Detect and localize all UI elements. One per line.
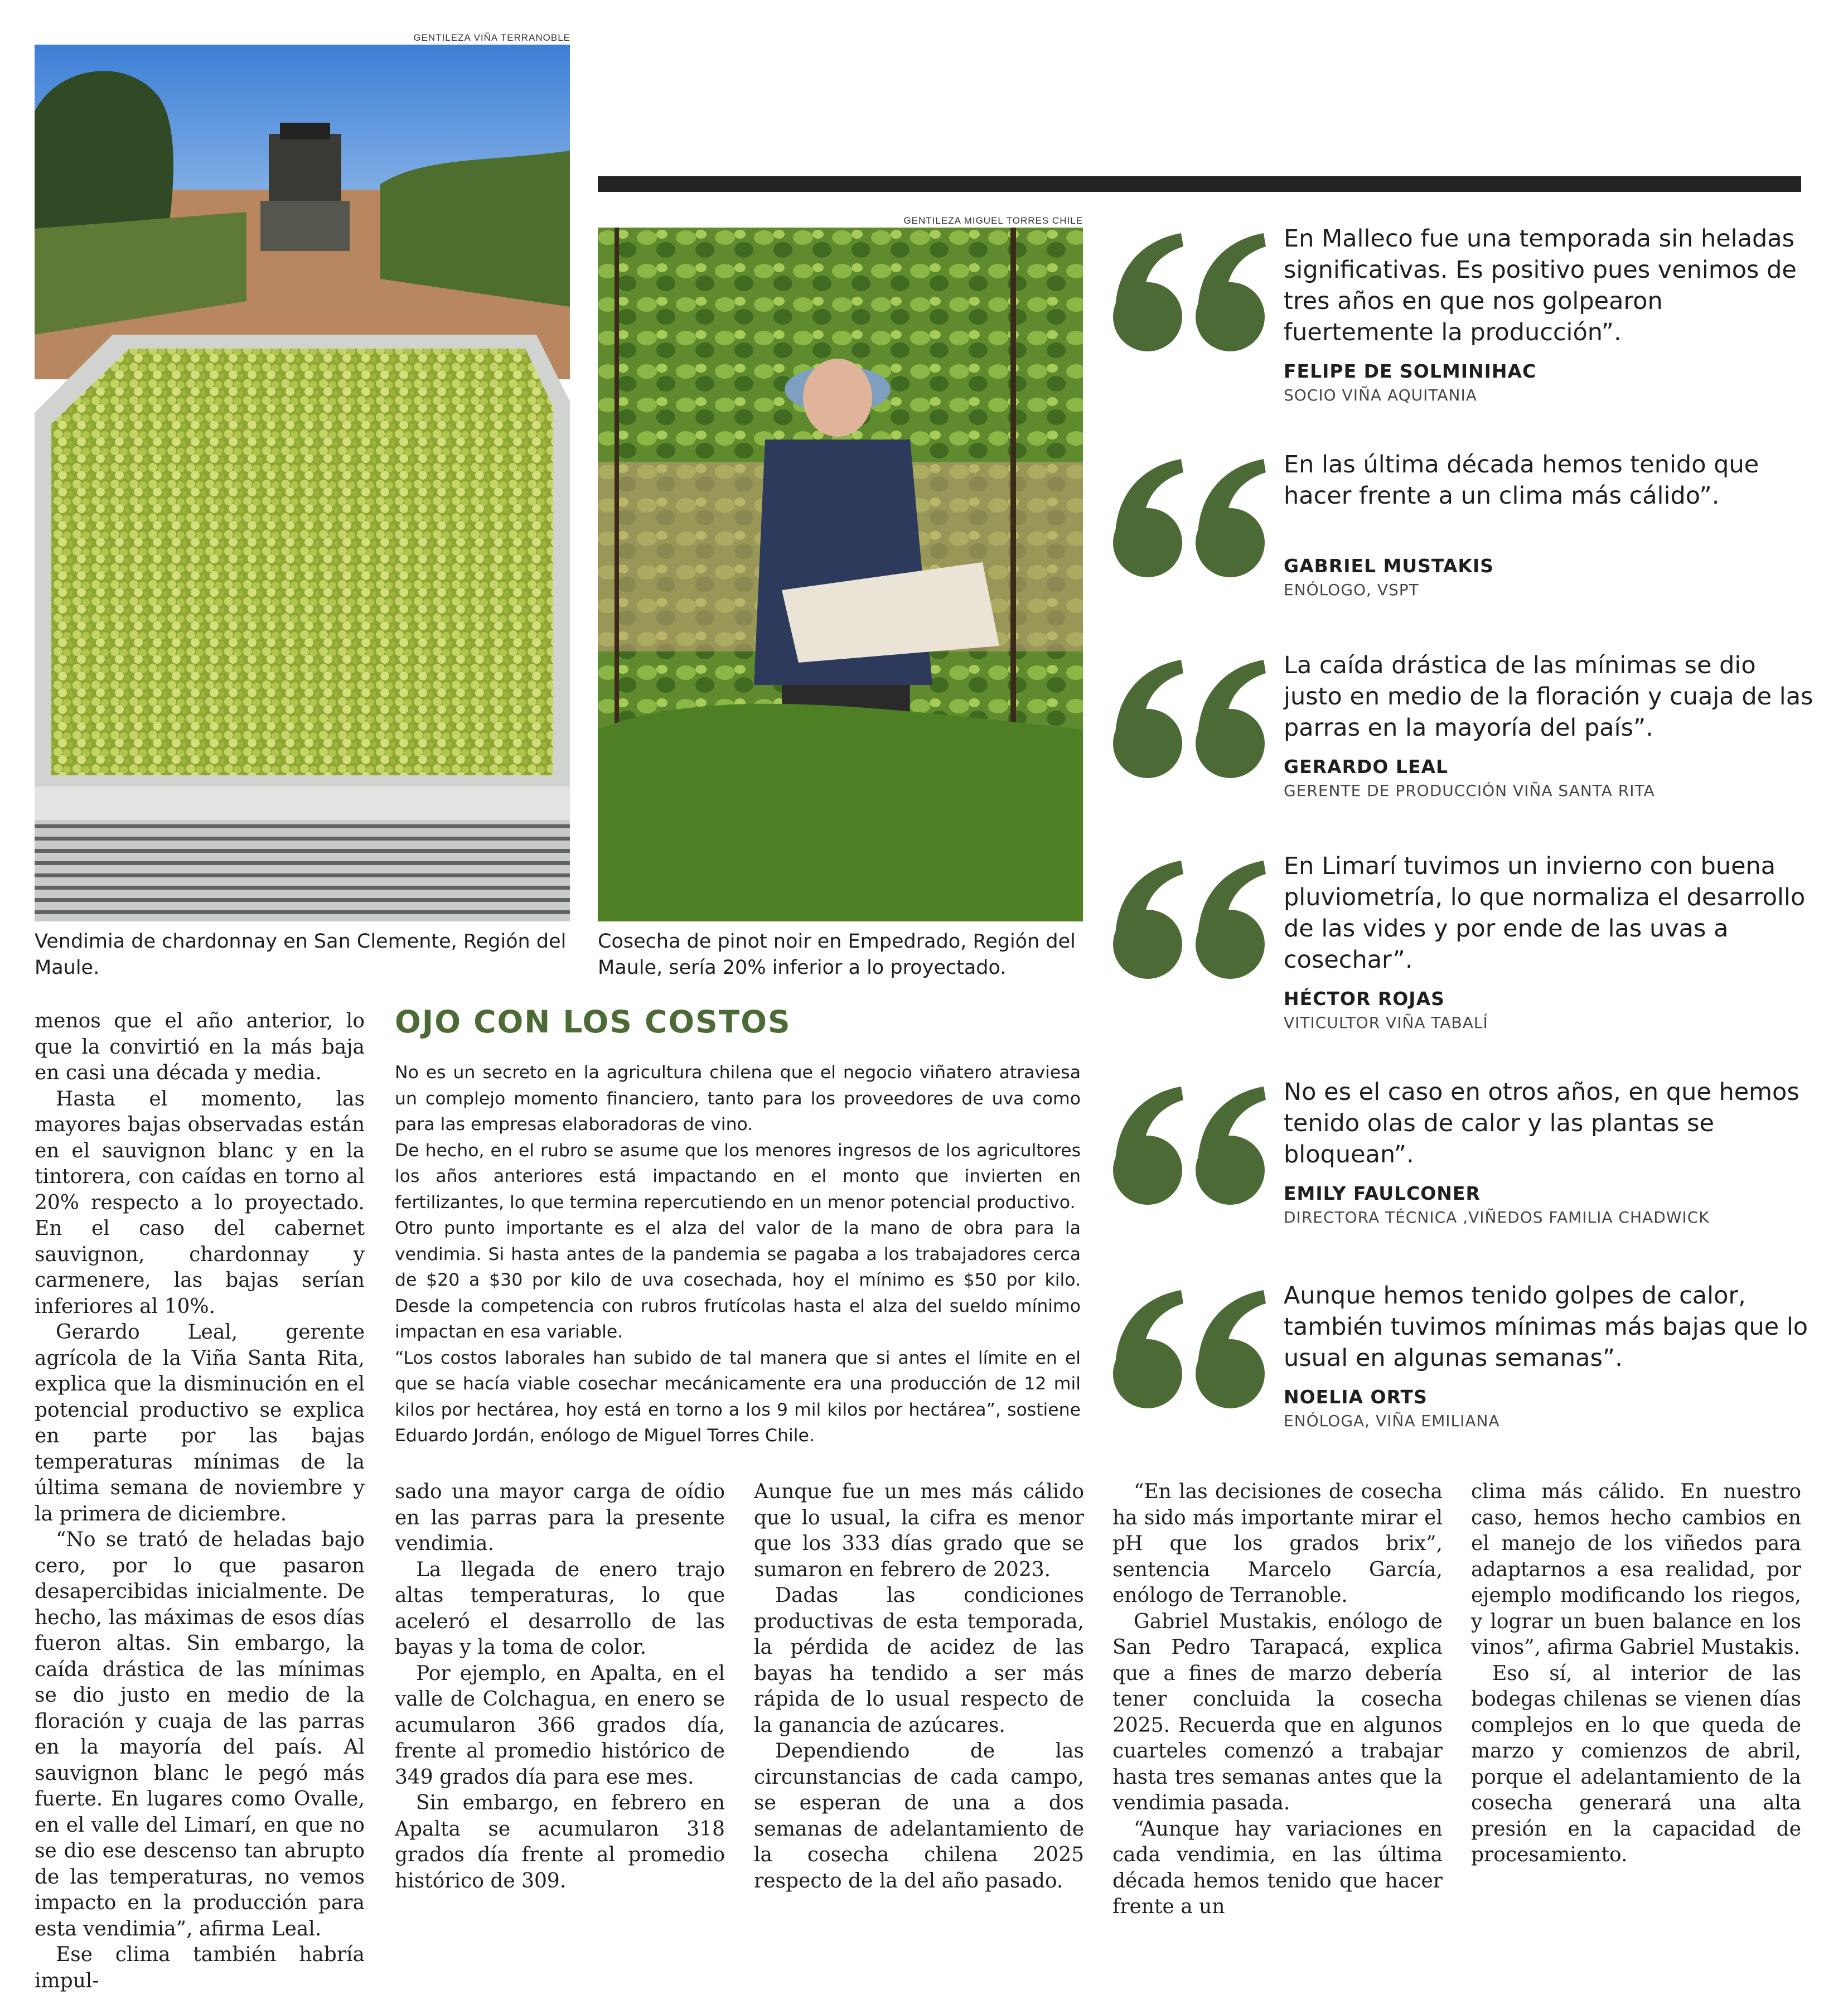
article-paragraph: Gabriel Mustakis, enólogo de San Pedro Tarapacá, explica que a fines de marzo debería tener concluida la cosecha 2025. Recuerda que en algunos cuarteles comenzó a trabajar hasta tres semanas antes que la vendimia pasada. — [1112, 1610, 1443, 1814]
article-column-1 — [35, 1008, 365, 1992]
section-divider — [598, 176, 1801, 192]
quote-mark-icon — [1110, 455, 1269, 583]
quote-mark-icon — [1110, 1082, 1269, 1210]
article-paragraph: sado una mayor carga de oídio en las parras para la presente vendimia. — [395, 1480, 725, 1555]
article-column-2 — [395, 1479, 725, 1892]
article-column-3 — [754, 1479, 1084, 1892]
article-paragraph: Por ejemplo, en Apalta, en el valle de Colchagua, en enero se acumularon 366 grados día, frente al promedio histórico de 349 grados día para ese mes. — [395, 1662, 725, 1789]
article-paragraph: clima más cálido. En nuestro caso, hemos hecho cambios en el manejo de los viñedos para adaptarnos a esa realidad, por ejemplo modificando los riegos, y lograr un buen balance en los vinos”, afirma Gabriel Mustakis. — [1471, 1480, 1801, 1659]
photo-credit-left: GENTILEZA VIÑA TERRANOBLE — [413, 32, 570, 43]
quote-mark-icon — [1110, 856, 1269, 984]
article-paragraph: Ese clima también habría impul- — [35, 1943, 365, 1992]
box-paragraph: Otro punto importante es el alza del valor de la mano de obra para la vendimia. Si hasta antes de la pandemia se pagaba a los trabajadores cerca de $20 a $30 por kilo de uva cosechada, hoy el mínimo es $50 por kilo. Desde la competencia con rubros frutícolas hasta el alza del sueldo mínimo impactan en esa variable. — [395, 1218, 1081, 1342]
box-paragraph: No es un secreto en la agricultura chilena que el negocio viñatero atraviesa un complejo momento financiero, tanto para los proveedores de uva como para las empresas elaboradoras de vino. — [395, 1063, 1081, 1134]
box-body — [395, 1060, 1081, 1449]
quote-author-name: HÉCTOR ROJAS — [1284, 988, 1445, 1010]
quote-mark-icon — [1110, 1286, 1269, 1414]
article-paragraph: “Aunque hay variaciones en cada vendimia, en las última década hemos tenido que hacer frente a un — [1112, 1817, 1443, 1918]
quote-author-name: FELIPE DE SOLMINIHAC — [1284, 360, 1537, 382]
quote-mark-icon — [1110, 229, 1269, 357]
quote-mark-icon — [1110, 655, 1269, 784]
article-paragraph: Dadas las condiciones productivas de esta temporada, la pérdida de acidez de las bayas ha tendido a ser más rápida de lo usual respecto de la ganancia de azúcares. — [754, 1584, 1084, 1737]
article-paragraph: La llegada de enero trajo altas temperaturas, lo que aceleró el desarrollo de las bayas y la toma de color. — [395, 1558, 725, 1659]
photo-pinot-noir-harvest — [598, 228, 1083, 921]
quote-text: En las última década hemos tenido que hacer frente a un clima más cálido”. — [1284, 451, 1759, 510]
article-paragraph: Sin embargo, en febrero en Apalta se acumularon 318 grados día frente al promedio histórico de 309. — [395, 1792, 725, 1892]
article-paragraph: “En las decisiones de cosecha ha sido más importante mirar el pH que los grados brix”, sentencia Marcelo García, enólogo de Terranoble. — [1112, 1480, 1443, 1607]
quote-author-name: NOELIA ORTS — [1284, 1386, 1428, 1408]
quote-author-name: GERARDO LEAL — [1284, 756, 1449, 778]
quote-author-role: SOCIO VIÑA AQUITANIA — [1284, 386, 1477, 404]
box-title: OJO CON LOS COSTOS — [395, 1004, 791, 1040]
article-paragraph: Dependiendo de las circunstancias de cada campo, se esperan de una a dos semanas de adelantamiento de la cosecha chilena 2025 respecto de la del año pasado. — [754, 1740, 1084, 1892]
article-paragraph: “No se trató de heladas bajo cero, por lo que pasaron desapercibidas inicialmente. De hecho, las máximas de esos días fueron altas. Sin embargo, la caída drástica de las mínimas se dio justo en medio de la floración y cuaja de las parras en la mayoría del país. Al sauvignon blanc le pegó más fuerte. En lugares como Ovalle, en el valle del Limarí, en que no se dio ese descenso tan abrupto de las temperaturas, no vemos impacto en la producción para esta vendimia”, afirma Leal. — [35, 1528, 365, 1940]
quote-author-role: VITICULTOR VIÑA TABALÍ — [1284, 1013, 1488, 1032]
quote-author-role: ENÓLOGO, VSPT — [1284, 581, 1419, 599]
quote-text: En Limarí tuvimos un invierno con buena pluviometría, lo que normaliza el desarrollo de las vides y por ende de las uvas a cosechar”. — [1284, 852, 1806, 974]
article-paragraph: Eso sí, al interior de las bodegas chilenas se vienen días complejos en lo que queda de marzo y comienzos de abril, porque el adelantamiento de la cosecha generará una alta presión en la capacidad de procesamiento. — [1471, 1662, 1801, 1866]
quote-author-role: ENÓLOGA, VIÑA EMILIANA — [1284, 1412, 1500, 1430]
article-column-5 — [1471, 1479, 1801, 1866]
quote-text: Aunque hemos tenido golpes de calor, también tuvimos mínimas más bajas que lo usual en algunas semanas”. — [1284, 1282, 1808, 1372]
quote-author-role: DIRECTORA TÉCNICA ,VIÑEDOS FAMILIA CHADWICK — [1284, 1208, 1710, 1227]
article-column-4 — [1112, 1479, 1443, 1918]
box-paragraph: De hecho, en el rubro se asume que los menores ingresos de los agricultores los años anteriores está impactando en el monto que invierten en fertilizantes, lo que termina repercutiendo en un menor potencial productivo. — [395, 1140, 1081, 1213]
article-paragraph: Aunque fue un mes más cálido que lo usual, la cifra es menor que los 333 días grado que se sumaron en febrero de 2023. — [754, 1480, 1084, 1581]
photo-caption-right: Cosecha de pinot noir en Empedrado, Región del Maule, sería 20% inferior a lo proyectado. — [598, 930, 1076, 979]
photo-caption-left: Vendimia de chardonnay en San Clemente, Región del Maule. — [35, 930, 567, 979]
article-paragraph: Hasta el momento, las mayores bajas observadas están en el sauvignon blanc y en la tintorera, con caídas en torno al 20% respecto a lo proyectado. En el caso del cabernet sauvignon, chardonnay y carmenere, las bajas serían inferiores al 10%. — [35, 1087, 365, 1318]
article-paragraph: menos que el año anterior, lo que la convirtió en la más baja en casi una década y media. — [35, 1010, 365, 1084]
article-paragraph: Gerardo Leal, gerente agrícola de la Viña Santa Rita, explica que la disminución en el potencial productivo se explica en parte por las bajas temperaturas mínimas de la última semana de noviembre y la primera de diciembre. — [35, 1321, 365, 1525]
quote-text: No es el caso en otros años, en que hemos tenido olas de calor y las plantas se bloquean”. — [1284, 1078, 1799, 1169]
quote-text: En Malleco fue una temporada sin heladas significativas. Es positivo pues venimos de tres años en que nos golpearon fuertemente la producción”. — [1284, 225, 1797, 346]
box-paragraph: “Los costos laborales han subido de tal manera que si antes el límite en el que se hacía viable cosechar mecánicamente era una producción de 12 mil kilos por hectárea, hoy está en torno a los 9 mil kilos por hectárea”, sostiene Eduardo Jordán, enólogo de Miguel Torres Chile. — [395, 1348, 1081, 1446]
quote-author-name: EMILY FAULCONER — [1284, 1182, 1481, 1204]
photo-chardonnay-harvest — [35, 45, 570, 921]
photo-credit-right: GENTILEZA MIGUEL TORRES CHILE — [903, 215, 1083, 226]
quote-text: La caída drástica de las mínimas se dio justo en medio de la floración y cuaja de las parras en la mayoría del país”. — [1284, 651, 1813, 742]
quote-author-role: GERENTE DE PRODUCCIÓN VIÑA SANTA RITA — [1284, 781, 1655, 800]
quote-author-name: GABRIEL MUSTAKIS — [1284, 555, 1494, 577]
